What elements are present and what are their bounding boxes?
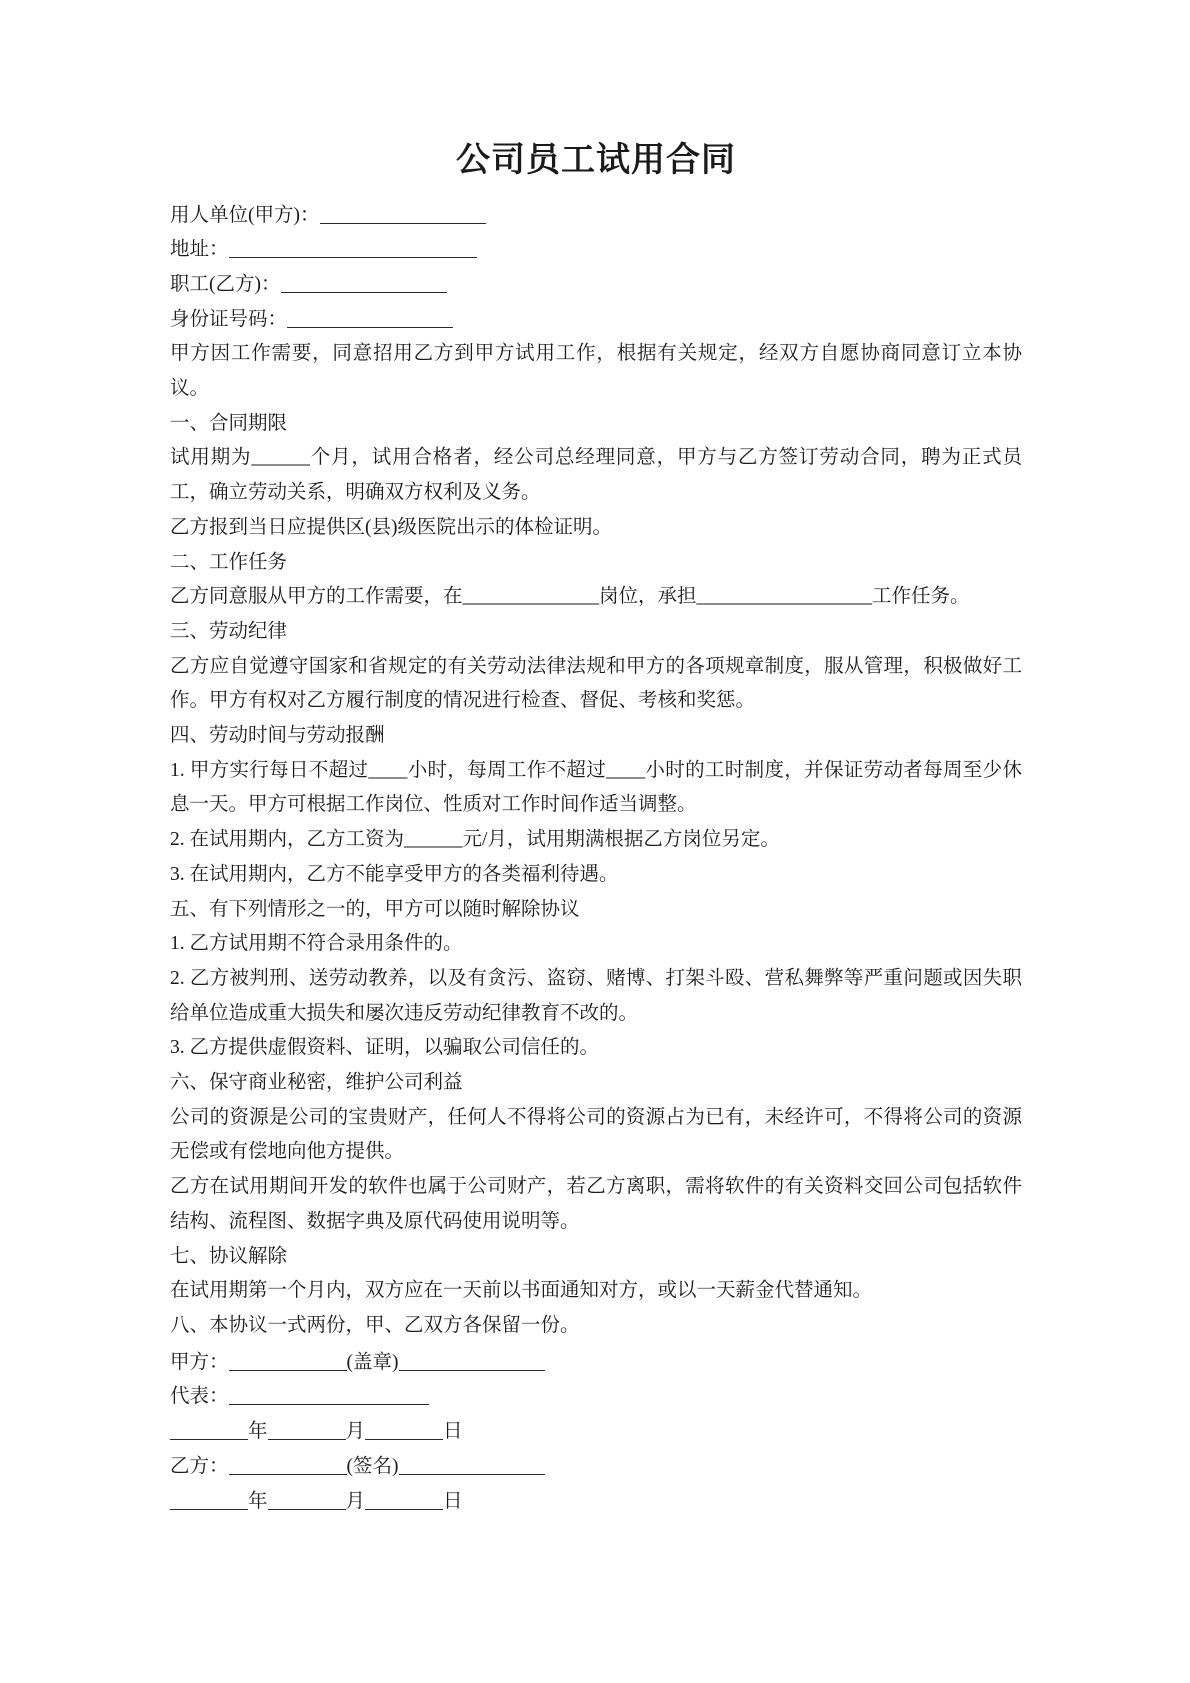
field-id-number-blank[interactable] (287, 327, 453, 328)
field-id-number (170, 303, 1022, 338)
section-2-paragraph-1: 乙方同意服从甲方的工作需要，在______________岗位，承担__________________工作任务。 (170, 586, 970, 608)
signature-party-b-label: 乙方： (170, 1455, 229, 1477)
date-b-month-label: 月 (345, 1490, 366, 1512)
section-heading-4: 四、劳动时间与劳动报酬 (170, 725, 385, 747)
field-employee-label: 职工(乙方)： (170, 273, 281, 295)
date-a-year-blank[interactable] (170, 1439, 248, 1440)
signature-party-a-blank[interactable] (229, 1370, 347, 1371)
field-employer (170, 199, 1022, 234)
section-heading-2: 二、工作任务 (170, 551, 288, 573)
section-3-paragraph-1: 乙方应自觉遵守国家和省规定的有关劳动法律法规和甲方的各项规章制度，服从管理，积极做好工作。甲方有权对乙方履行制度的情况进行检查、督促、考核和奖惩。 (170, 655, 1022, 712)
intro-paragraph: 甲方因工作需要，同意招用乙方到甲方试用工作，根据有关规定，经双方自愿协商同意订立本协议。 (170, 343, 1022, 400)
date-a-month-blank[interactable] (268, 1439, 346, 1440)
date-b-year-blank[interactable] (170, 1509, 248, 1510)
signature-sign-label: (签名) (346, 1455, 399, 1477)
signature-party-b-date-row (170, 1485, 1022, 1520)
signature-representative-blank[interactable] (229, 1404, 429, 1405)
field-employer-label: 用人单位(甲方)： (170, 204, 320, 226)
signature-party-b-blank[interactable] (229, 1474, 347, 1475)
section-heading-8: 八、本协议一式两份，甲、乙双方各保留一份。 (170, 1315, 580, 1336)
section-4-paragraph-2: 2. 在试用期内，乙方工资为______元/月，试用期满根据乙方岗位另定。 (170, 829, 780, 851)
date-a-day-label: 日 (443, 1421, 463, 1443)
signature-party-b-row (170, 1450, 1022, 1485)
section-4-paragraph-1: 1. 甲方实行每日不超过____小时，每周工作不超过____小时的工时制度，并保证劳动者每周至少休息一天。甲方可根据工作岗位、性质对工作时间作适当调整。 (170, 759, 1022, 816)
field-employee (170, 268, 1022, 303)
section-6-paragraph-1: 公司的资源是公司的宝贵财产，任何人不得将公司的资源占为已有，未经许可，不得将公司的资源无偿或有偿地向他方提供。 (170, 1106, 1022, 1163)
date-a-day-blank[interactable] (365, 1439, 443, 1440)
section-heading-7: 七、协议解除 (170, 1245, 288, 1267)
signature-party-b-sign-blank[interactable] (399, 1474, 545, 1475)
field-address-label: 地址： (170, 239, 229, 261)
section-heading-5: 五、有下列情形之一的，甲方可以随时解除协议 (170, 898, 580, 920)
date-b-month-blank[interactable] (268, 1509, 346, 1510)
field-address-blank[interactable] (229, 257, 477, 258)
field-employer-blank[interactable] (320, 223, 486, 224)
section-4-paragraph-3: 3. 在试用期内，乙方不能享受甲方的各类福利待遇。 (170, 863, 619, 885)
section-7-paragraph-1: 在试用期第一个月内，双方应在一天前以书面通知对方，或以一天薪金代替通知。 (170, 1280, 873, 1302)
signature-representative-label: 代表： (170, 1386, 229, 1408)
date-b-day-label: 日 (443, 1490, 463, 1512)
document-body (170, 199, 1022, 1520)
field-id-number-label: 身份证号码： (170, 308, 288, 330)
signature-party-a-seal-blank[interactable] (399, 1370, 545, 1371)
section-1-paragraph-1: 试用期为______个月，试用合格者，经公司总经理同意，甲方与乙方签订劳动合同，聘为正式员工，确立劳动关系，明确双方权利及义务。 (170, 447, 1022, 504)
section-5-paragraph-3: 3. 乙方提供虚假资料、证明，以骗取公司信任的。 (170, 1037, 600, 1059)
section-6-paragraph-2: 乙方在试用期间开发的软件也属于公司财产，若乙方离职，需将软件的有关资料交回公司包括软件结构、流程图、数据字典及原代码使用说明等。 (170, 1176, 1022, 1232)
section-5-paragraph-1: 1. 乙方试用期不符合录用条件的。 (170, 933, 463, 955)
field-address (170, 233, 1022, 268)
signature-representative-row (170, 1380, 1022, 1415)
signature-seal-label: (盖章) (346, 1351, 399, 1373)
signature-party-a-date-row (170, 1415, 1022, 1450)
signature-block (170, 1346, 1022, 1520)
section-heading-1: 一、合同期限 (170, 412, 288, 434)
section-heading-3: 三、劳动纪律 (170, 620, 288, 642)
page-title: 公司员工试用合同 (456, 142, 736, 179)
signature-party-a-row (170, 1346, 1022, 1381)
section-1-paragraph-2: 乙方报到当日应提供区(县)级医院出示的体检证明。 (170, 516, 612, 538)
date-b-year-label: 年 (248, 1490, 268, 1512)
section-heading-6: 六、保守商业秘密，维护公司利益 (170, 1072, 463, 1094)
date-a-year-label: 年 (248, 1421, 268, 1443)
section-5-paragraph-2: 2. 乙方被判刑、送劳动教养，以及有贪污、盗窃、赌博、打架斗殴、营私舞弊等严重问题或因失职给单位造成重大损失和屡次违反劳动纪律教育不改的。 (170, 967, 1022, 1024)
field-employee-blank[interactable] (281, 292, 447, 293)
signature-party-a-label: 甲方： (170, 1351, 229, 1373)
date-b-day-blank[interactable] (365, 1509, 443, 1510)
date-a-month-label: 月 (345, 1421, 366, 1443)
